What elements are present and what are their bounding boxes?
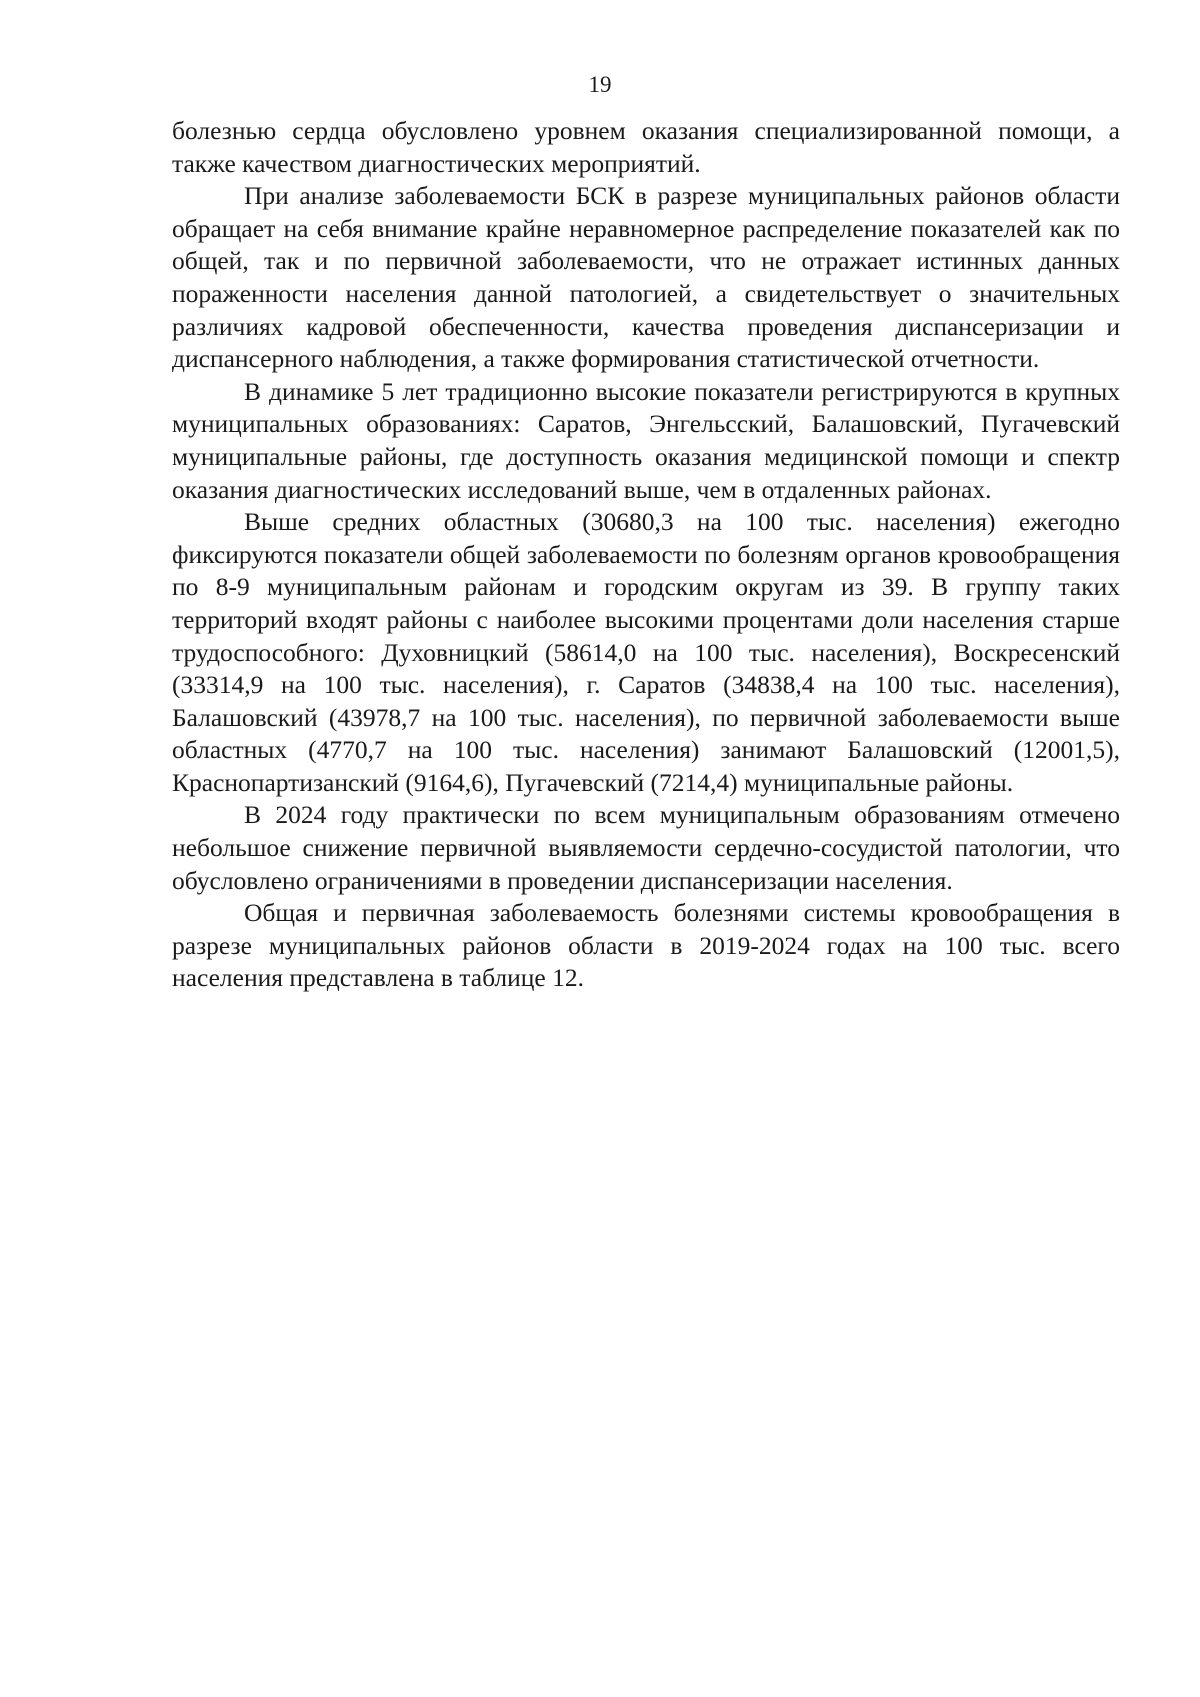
document-body [172, 115, 1120, 995]
paragraph-table-reference: Общая и первичная заболеваемость болезнями системы кровообращения в разрезе муниципальных районов области в 2019-2024 годах на 100 тыс. всего населения представлена в таблице 12. [172, 898, 1120, 993]
paragraph-2024-decrease: В 2024 году практически по всем муниципальным образованиям отмечено небольшое снижение первичной выявляемости сердечно-сосудистой патологии, что обусловлено ограничениями в проведении диспансеризации населения. [172, 800, 1120, 895]
paragraph-bsk-analysis: При анализе заболеваемости БСК в разрезе муниципальных районов области обращает на себя внимание крайне неравномерное распределение показателей как по общей, так и по первичной заболеваемости, что не отражает истинных данных пораженности населения данной патологией, а свидетельствует о значительных различиях кадровой обеспеченности, качества проведения диспансеризации и диспансерного наблюдения, а также формирования статистической отчетности. [172, 181, 1120, 374]
paragraph-dynamics: В динамике 5 лет традиционно высокие показатели регистрируются в крупных муниципальных образованиях: Саратов, Энгельсский, Балашовский, Пугачевский муниципальные районы, где доступность оказания медицинской помощи и спектр оказания диагностических исследований выше, чем в отдаленных районах. [172, 376, 1120, 504]
page-number: 19 [588, 72, 612, 97]
paragraph-above-average: Выше средних областных (30680,3 на 100 тыс. населения) ежегодно фиксируются показатели общей заболеваемости по болезням органов кровообращения по 8-9 муниципальным районам и городским округам из 39. В группу таких территорий входят районы с наиболее высокими процентами доли населения старше трудоспособного: Духовницкий (58614,0 на 100 тыс. населения), Воскресенский (33314,9 на 100 тыс. населения), г. Саратов (34838,4 на 100 тыс. населения), Балашовский (43978,7 на 100 тыс. населения), по первичной заболеваемости выше областных (4770,7 на 100 тыс. населения) занимают Балашовский (12001,5), Краснопартизанский (9164,6), Пугачевский (7214,4) муниципальные районы. [172, 507, 1120, 797]
paragraph-continuation: болезнью сердца обусловлено уровнем оказания специализированной помощи, а также качеством диагностических мероприятий. [172, 116, 1120, 178]
